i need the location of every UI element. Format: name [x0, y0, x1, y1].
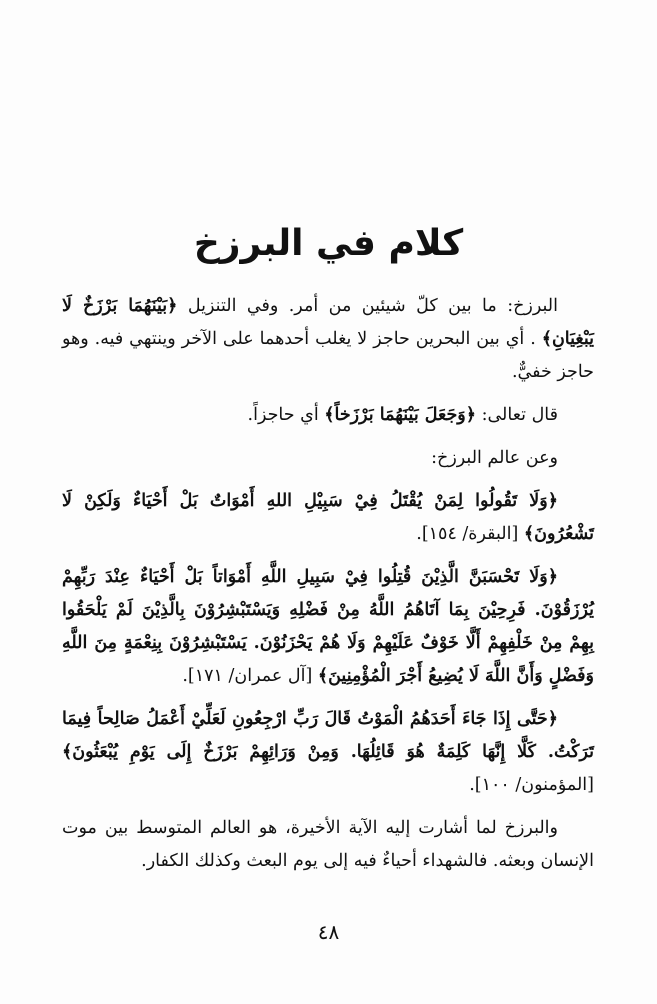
verse-quote: ﴿حَتَّى إِذَا جَاءَ أَحَدَهُمُ الْمَوْتُ قَالَ رَبِّ ارْجِعُونِ لَعَلِّيْ أَعْمَلُ صَالِحاً فِيمَا تَرَكْتُ. كَلَّا إِنَّهَا كَلِمَةٌ هُوَ قَائِلُهَا. وَمِنْ وَرَائِهِمْ بَرْزَخٌ إِلَى يَوْمِ يُبْعَثُونَ﴾ [62, 709, 594, 762]
verse-reference: [المؤمنون/ ١٠٠]. [469, 775, 594, 795]
paragraph-barzakh-world [62, 442, 594, 475]
verse-reference: [آل عمران/ ١٧١]. [182, 666, 318, 686]
page-body [62, 290, 594, 878]
paragraph-verse-imran [62, 561, 594, 693]
paragraph-definition [62, 290, 594, 389]
conclusion-text: والبرزخ لما أشارت إليه الآية الأخيرة، هو العالم المتوسط بين موت الإنسان وبعثه. فالشهداء أحياءٌ فيه إلى يوم البعث وكذلك الكفار. [62, 818, 594, 871]
verse-quote: ﴿وَلَا تَحْسَبَنَّ الَّذِيْنَ قُتِلُوا فِيْ سَبِيلِ اللَّهِ أَمْوَاتاً بَلْ أَحْيَاءٌ عِنْدَ رَبِّهِمْ يُرْزَقُوْنَ. فَرِحِيْنَ بِمَا آتَاهُمُ اللَّهُ مِنْ فَضْلِهِ وَيَسْتَبْشِرُوْنَ بِالَّذِيْنَ لَمْ يَلْحَقُوا بِهِمْ مِنْ خَلْفِهِمْ أَلَّا خَوْفٌ عَلَيْهِمْ وَلَا هُمْ يَحْزَنُوْنَ. يَسْتَبْشِرُوْنَ بِنِعْمَةٍ مِنَ اللَّهِ وَفَضْلٍ وَأَنَّ اللَّهَ لَا يُضِيعُ أَجْرَ الْمُؤْمِنِينَ﴾ [62, 567, 594, 686]
verse-quote: ﴿وَجَعَلَ بَيْنَهُمَا بَرْزَخاً﴾ [324, 405, 476, 425]
verse-quote: ﴿وَلَا تَقُولُوا لِمَنْ يُقْتَلُ فِيْ سَبِيْلِ اللهِ أَمْوَاتٌ بَلْ أَحْيَاءٌ وَلَكِنْ لَا تَشْعُرُونَ﴾ [62, 491, 594, 544]
definition-text-start: البرزخ: ما بين كلّ شيئين من أمر. وفي التنزيل [177, 296, 558, 316]
chapter-title: كلام في البرزخ [193, 223, 464, 264]
barzakh-world-text: وعن عالم البرزخ: [431, 448, 558, 468]
definition-text-end: . أي بين البحرين حاجز لا يغلب أحدهما على الآخر وينتهي فيه. وهو حاجز خفيٌّ. [62, 329, 594, 382]
paragraph-verse-muminun [62, 703, 594, 802]
paragraph-verse-baqarah [62, 485, 594, 551]
paragraph-conclusion [62, 812, 594, 878]
paragraph-quote-intro [62, 399, 594, 432]
quote-intro-text: قال تعالى: [476, 405, 558, 425]
page-number: ٤٨ [317, 920, 340, 944]
verse-reference: [البقرة/ ١٥٤]. [416, 524, 524, 544]
quote-intro-end: أي حاجزاً. [247, 405, 325, 425]
verse-quote: ﴿بَيْنَهُمَا بَرْزَخٌ لَا يَبْغِيَانِ﴾ [62, 296, 594, 349]
